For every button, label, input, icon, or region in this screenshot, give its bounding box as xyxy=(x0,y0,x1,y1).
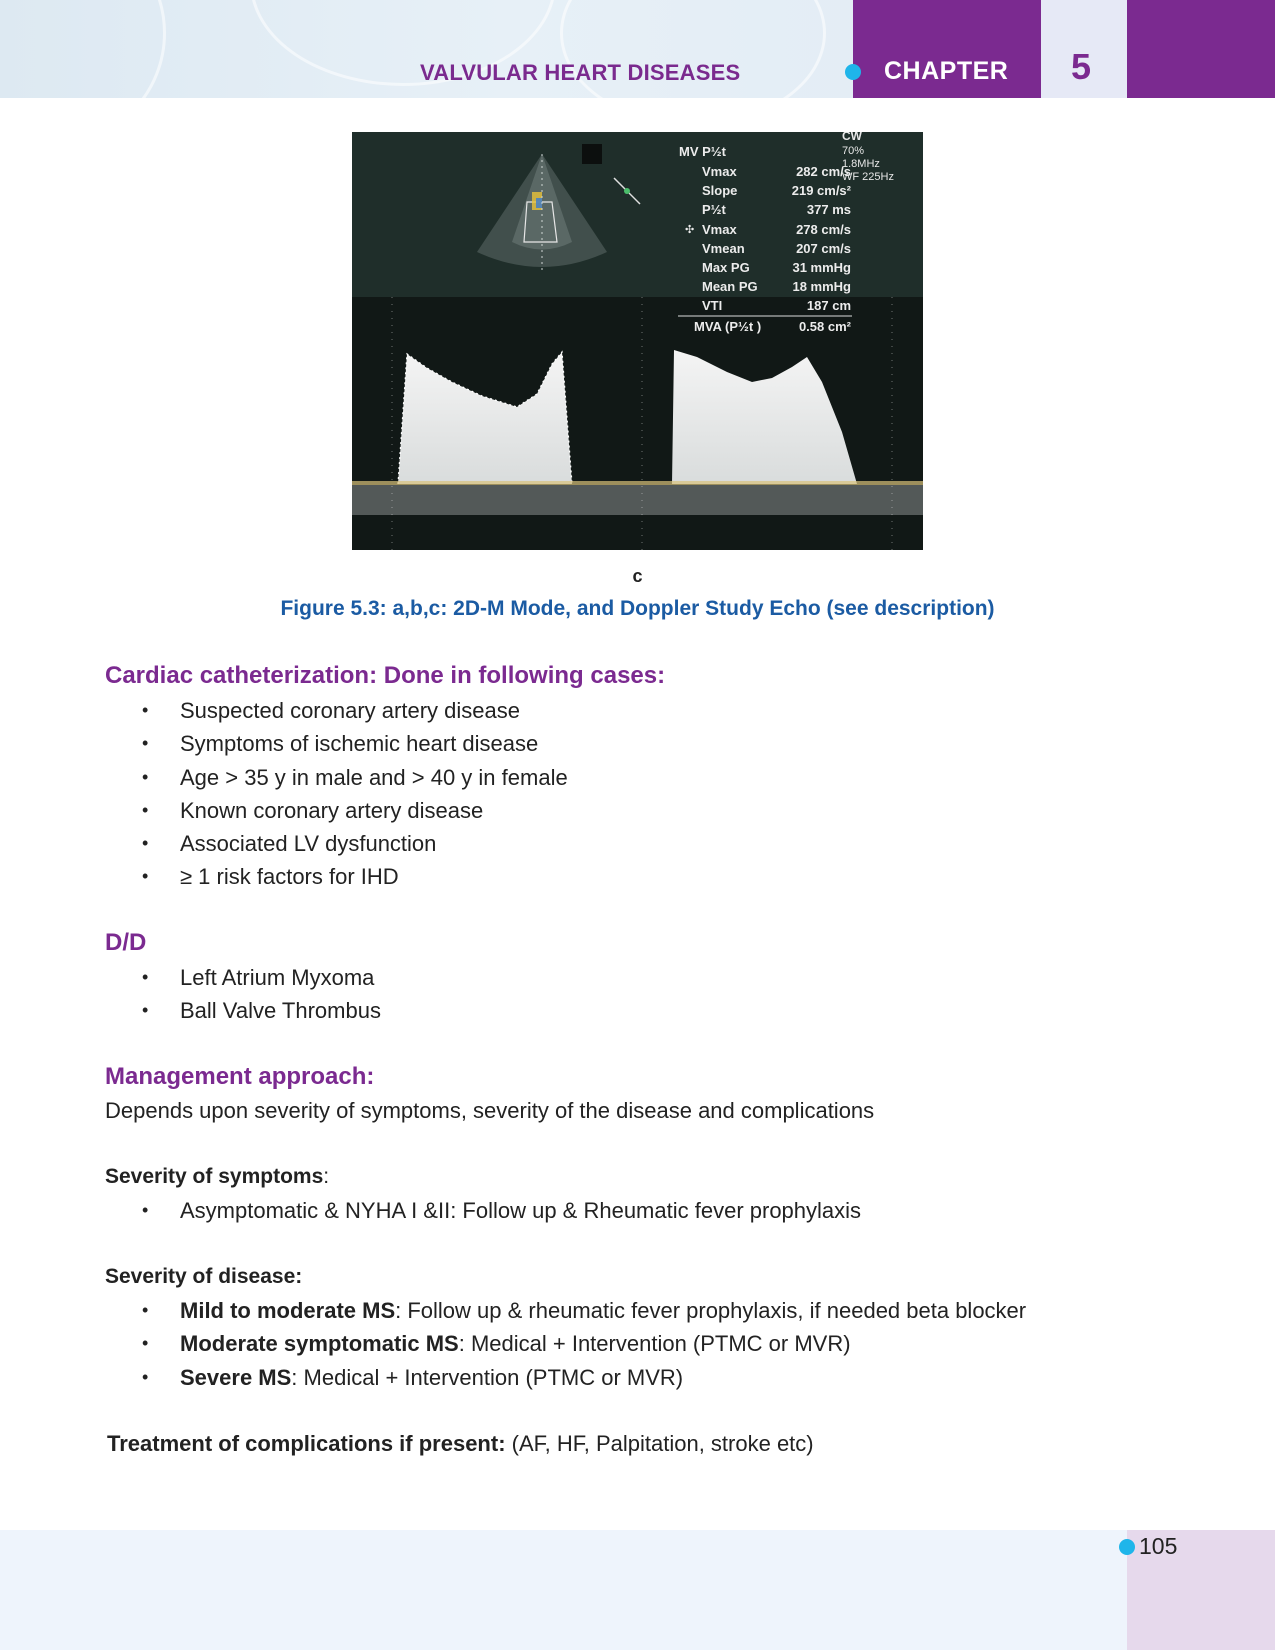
list-item-text: Asymptomatic & NYHA I &II: Follow up & Rheumatic fever prophylaxis xyxy=(180,1198,862,1223)
readout-label: Max PG xyxy=(702,260,750,275)
readout-value: 219 cm/s² xyxy=(791,183,851,198)
readout-value: 18 mmHg xyxy=(792,279,851,294)
bullet-icon: • xyxy=(142,1300,149,1320)
symptoms-heading xyxy=(105,1165,329,1189)
list-item-text: Ball Valve Thrombus xyxy=(180,998,381,1024)
list-item xyxy=(105,761,568,794)
bullet-icon: • xyxy=(142,799,149,820)
list-item-term: Mild to moderate MS xyxy=(180,1298,396,1323)
echo-setting: WF 225Hz xyxy=(842,171,894,183)
figure-panel-letter: c xyxy=(632,566,643,586)
readout-value: 207 cm/s xyxy=(796,241,851,256)
list-item-text: Age > 35 y in male and > 40 y in female xyxy=(180,764,568,790)
bullet-icon: • xyxy=(142,733,149,754)
readout-value: 187 cm xyxy=(806,298,851,313)
echo-setting: 1.8MHz xyxy=(842,158,880,170)
list-item xyxy=(105,994,381,1027)
header-accent-block xyxy=(1127,0,1275,98)
list-item xyxy=(105,860,568,893)
bullet-icon: • xyxy=(142,833,149,854)
list-item-text: Suspected coronary artery disease xyxy=(180,698,520,723)
readout-value: 31 mmHg xyxy=(792,260,851,275)
list-item xyxy=(105,1294,1026,1327)
chapter-bullet-icon xyxy=(845,64,861,80)
list-item xyxy=(105,794,568,827)
complications-term: Treatment of complications if present: xyxy=(107,1431,506,1456)
readout-label: Vmax xyxy=(702,164,737,179)
list-item xyxy=(105,827,568,860)
list-item xyxy=(105,1327,1026,1360)
readout-label: P½t xyxy=(702,202,726,217)
page-number: 105 xyxy=(1139,1533,1178,1559)
readout-label: Mean PG xyxy=(702,279,758,294)
readout-value: 278 cm/s xyxy=(796,222,851,237)
management-text: Depends upon severity of symptoms, severity of the disease and complications xyxy=(105,1098,875,1123)
readout-label: Vmax xyxy=(702,222,737,237)
list-item-text: Left Atrium Myxoma xyxy=(180,965,375,990)
footer-band xyxy=(0,1530,1127,1650)
symptoms-list xyxy=(105,1194,861,1227)
list-item-term: Moderate symptomatic MS xyxy=(180,1331,459,1357)
symptoms-heading-colon: : xyxy=(323,1165,330,1188)
echo-setting: 70% xyxy=(842,145,865,157)
bullet-icon: • xyxy=(142,967,149,987)
complications-text xyxy=(107,1431,814,1457)
echo-mode-label: CW xyxy=(842,132,862,143)
echo-image xyxy=(352,132,923,550)
cath-heading: Cardiac catheterization: Done in following cases: xyxy=(105,662,666,689)
dd-heading: D/D xyxy=(105,929,147,956)
readout-label: VTI xyxy=(702,298,723,313)
disease-heading: Severity of disease: xyxy=(105,1265,303,1288)
readout-header: MV P½t xyxy=(679,144,726,159)
mva-label: MVA (P½t ) xyxy=(694,319,762,334)
list-item-text: : Medical + Intervention (PTMC or MVR) xyxy=(458,1331,851,1357)
list-item-text: ≥ 1 risk factors for IHD xyxy=(180,864,399,890)
readout-value: 282 cm/s xyxy=(796,164,851,179)
readout-label: Slope xyxy=(702,183,738,198)
svg-text:✣: ✣ xyxy=(685,224,695,236)
chapter-label: CHAPTER xyxy=(884,57,1009,85)
bullet-icon: • xyxy=(142,1200,149,1220)
list-item xyxy=(105,961,381,994)
disease-list xyxy=(105,1294,1026,1394)
bullet-icon: • xyxy=(142,700,149,720)
list-item-term: Severe MS xyxy=(180,1364,292,1390)
list-item-text: : Medical + Intervention (PTMC or MVR) xyxy=(291,1364,684,1390)
list-item xyxy=(105,694,568,727)
cath-list xyxy=(105,694,568,894)
list-item xyxy=(105,727,568,760)
readout-label: Vmean xyxy=(702,241,745,256)
symptoms-heading-text: Severity of symptoms xyxy=(105,1165,324,1188)
dd-list xyxy=(105,961,381,1028)
header-decoration xyxy=(0,0,166,98)
list-item-text: Known coronary artery disease xyxy=(180,797,484,823)
chapter-number: 5 xyxy=(1071,46,1092,87)
bullet-icon: • xyxy=(142,1366,149,1387)
figure-caption: Figure 5.3: a,b,c: 2D-M Mode, and Doppler Study Echo (see description) xyxy=(280,597,995,620)
mva-value: 0.58 cm² xyxy=(798,319,851,334)
baseline xyxy=(352,481,923,485)
list-item xyxy=(105,1361,1026,1394)
list-item-text: Associated LV dysfunction xyxy=(180,831,437,857)
readout-value: 377 ms xyxy=(806,202,851,217)
list-item xyxy=(105,1194,861,1227)
management-heading: Management approach: xyxy=(105,1063,375,1090)
page-bullet-icon xyxy=(1119,1539,1135,1555)
bullet-icon: • xyxy=(142,1333,149,1354)
bullet-icon: • xyxy=(142,766,149,787)
list-item-text: Symptoms of ischemic heart disease xyxy=(180,731,539,757)
doppler-echo-figure xyxy=(352,132,923,550)
list-item-text: : Follow up & rheumatic fever prophylaxis, if needed beta blocker xyxy=(395,1298,1027,1323)
bullet-icon: • xyxy=(142,866,149,887)
running-header-title: VALVULAR HEART DISEASES xyxy=(420,60,741,85)
bullet-icon: • xyxy=(142,1000,149,1021)
complications-detail: (AF, HF, Palpitation, stroke etc) xyxy=(505,1431,814,1456)
